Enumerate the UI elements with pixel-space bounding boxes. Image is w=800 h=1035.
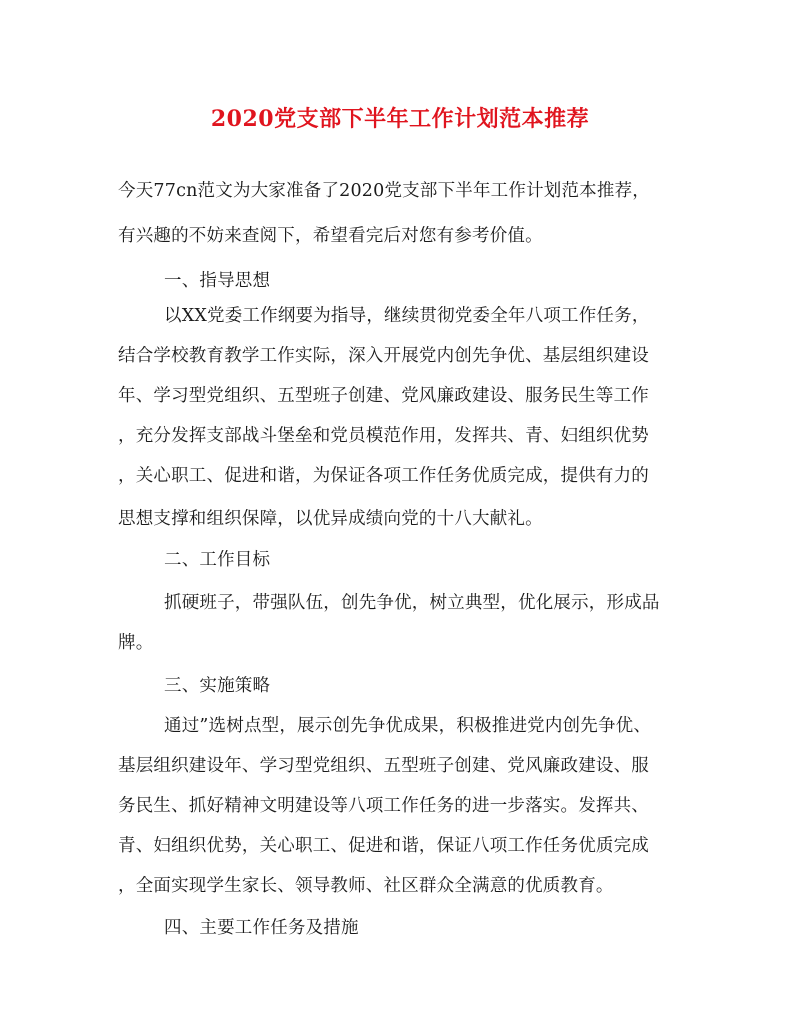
- paragraph-line: ，关心职工、促进和谐，为保证各项工作任务优质完成，提供有力的: [118, 466, 649, 486]
- paragraph-line: 青、妇组织优势，关心职工、促进和谐，保证八项工作任务优质完成: [118, 836, 649, 856]
- paragraph-line: ，全面实现学生家长、领导教师、社区群众全满意的优质教育。: [118, 876, 614, 896]
- paragraph-line: 结合学校教育教学工作实际，深入开展党内创先争优、基层组织建设: [118, 346, 649, 366]
- paragraph-line: 务民生、抓好精神文明建设等八项工作任务的进一步落实。发挥共、: [118, 796, 649, 816]
- section-heading-guiding-ideology: 一、指导思想: [164, 271, 271, 291]
- paragraph-line: 通过”选树点型，展示创先争优成果，积极推进党内创先争优、: [164, 716, 652, 736]
- paragraph-line: 有兴趣的不妨来查阅下，希望看完后对您有参考价值。: [118, 226, 543, 246]
- document-title: 2020党支部下半年工作计划范本推荐: [210, 106, 590, 132]
- paragraph-line: 思想支撑和组织保障，以优异成绩向党的十八大献礼。: [118, 509, 543, 529]
- paragraph-line: 基层组织建设年、学习型党组织、五型班子创建、党风廉政建设、服: [118, 756, 649, 776]
- paragraph-line: 年、学习型党组织、五型班子创建、党风廉政建设、服务民生等工作: [118, 386, 649, 406]
- paragraph-line: 牌。: [118, 633, 154, 653]
- paragraph-line: ，充分发挥支部战斗堡垒和党员模范作用，发挥共、青、妇组织优势: [118, 426, 649, 446]
- section-heading-main-tasks: 四、主要工作任务及措施: [164, 918, 359, 938]
- section-heading-work-goals: 二、工作目标: [164, 550, 271, 570]
- section-heading-strategy: 三、实施策略: [164, 676, 271, 696]
- paragraph-line: 抓硬班子，带强队伍，创先争优，树立典型，优化展示，形成品: [164, 593, 660, 613]
- paragraph-line: 今天77cn范文为大家准备了2020党支部下半年工作计划范本推荐，: [118, 181, 650, 201]
- paragraph-line: 以XX党委工作纲要为指导，继续贯彻党委全年八项工作任务，: [164, 306, 650, 326]
